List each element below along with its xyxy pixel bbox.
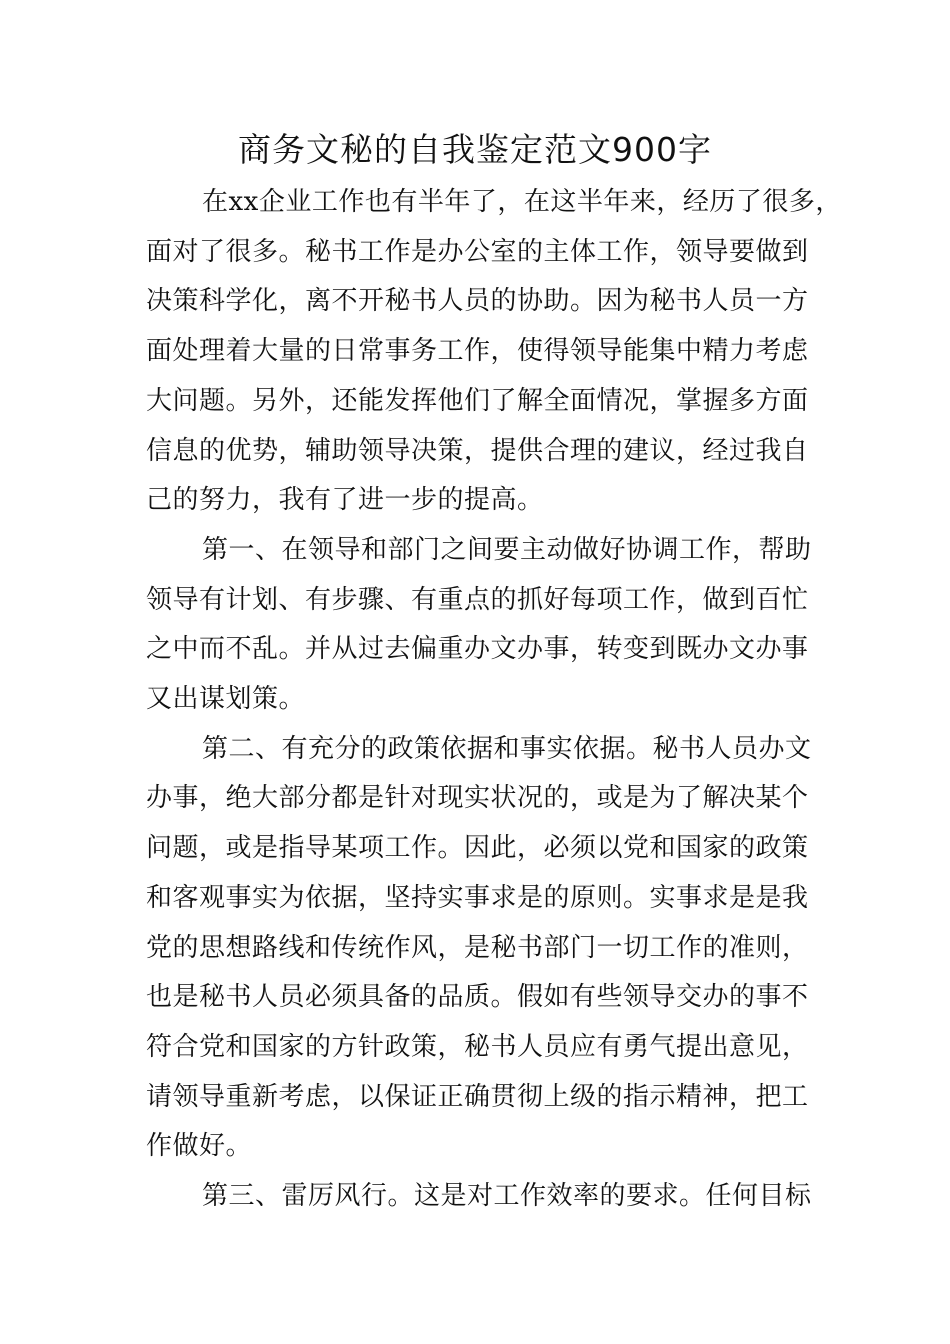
text-line: 党的思想路线和传统作风，是秘书部门一切工作的准则， xyxy=(146,932,809,963)
text-line: 面对了很多。秘书工作是办公室的主体工作，领导要做到 xyxy=(146,236,809,267)
text-line: 符合党和国家的方针政策，秘书人员应有勇气提出意见， xyxy=(146,1031,809,1062)
text-line: 作做好。 xyxy=(146,1131,253,1162)
text-line: 又出谋划策。 xyxy=(146,684,306,715)
text-line: 第一、在领导和部门之间要主动做好协调工作，帮助 xyxy=(202,534,812,565)
text-line: 请领导重新考虑，以保证正确贯彻上级的指示精神，把工 xyxy=(146,1081,809,1112)
paragraph-2 xyxy=(146,526,832,725)
text-line: 问题，或是指导某项工作。因此，必须以党和国家的政策 xyxy=(146,833,809,864)
text-line: 第二、有充分的政策依据和事实依据。秘书人员办文 xyxy=(202,733,812,764)
text-line: 信息的优势，辅助领导决策，提供合理的建议，经过我自 xyxy=(146,435,809,466)
document-body xyxy=(146,178,842,1222)
paragraph-3 xyxy=(146,725,832,1172)
text-line: 在xx企业工作也有半年了，在这半年来，经历了很多， xyxy=(202,187,842,217)
text-line: 面处理着大量的日常事务工作，使得领导能集中精力考虑 xyxy=(146,336,809,367)
text-line: 之中而不乱。并从过去偏重办文办事，转变到既办文办事 xyxy=(146,634,809,665)
paragraph-1 xyxy=(146,178,842,526)
paragraph-4 xyxy=(146,1172,832,1222)
text-line: 己的努力，我有了进一步的提高。 xyxy=(146,485,544,516)
text-line: 和客观事实为依据，坚持实事求是的原则。实事求是是我 xyxy=(146,882,809,913)
document-title: 商务文秘的自我鉴定范文900字 xyxy=(238,130,712,169)
text-line: 办事，绝大部分都是针对现实状况的，或是为了解决某个 xyxy=(146,783,809,814)
text-line: 领导有计划、有步骤、有重点的抓好每项工作，做到百忙 xyxy=(146,584,809,615)
text-line: 决策科学化，离不开秘书人员的协助。因为秘书人员一方 xyxy=(146,286,809,317)
text-line: 也是秘书人员必须具备的品质。假如有些领导交办的事不 xyxy=(146,982,809,1013)
text-line: 第三、雷厉风行。这是对工作效率的要求。任何目标 xyxy=(202,1181,812,1212)
text-line: 大问题。另外，还能发挥他们了解全面情况，掌握多方面 xyxy=(146,385,809,416)
